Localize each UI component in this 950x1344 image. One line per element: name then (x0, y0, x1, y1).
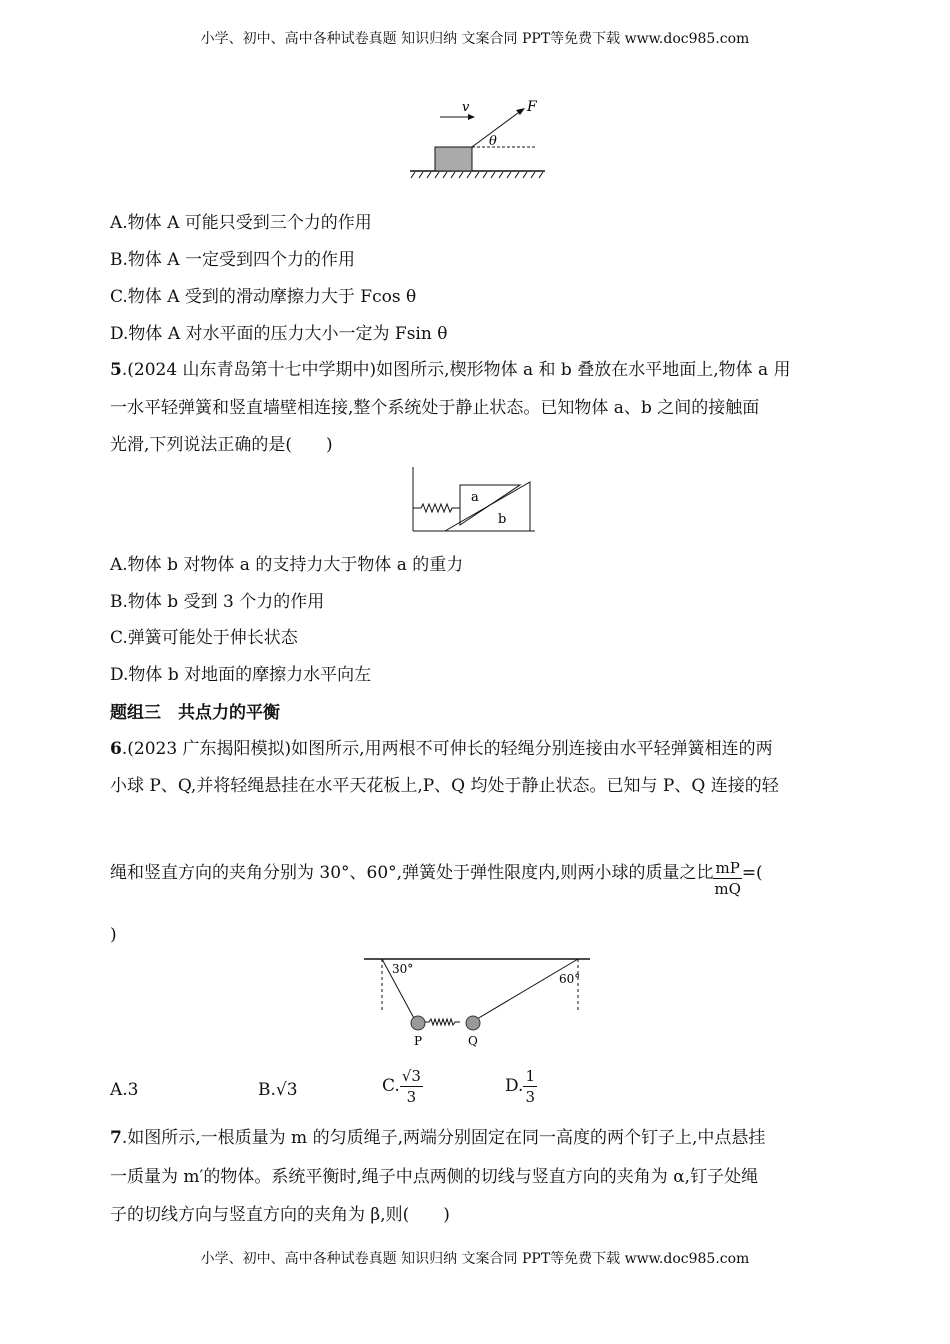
option-c-num: √3 (401, 1067, 421, 1085)
q6-option-c (382, 1066, 423, 1107)
ball-p-label: P (414, 1034, 423, 1048)
q6-number: 6 (110, 739, 122, 759)
section-title: 题组三 共点力的平衡 (110, 703, 280, 723)
q6-text-3: 绳和竖直方向的夹角分别为 30°、60°,弹簧处于弹性限度内,则两小球的质量之比 (110, 863, 714, 883)
q5-line-1 (110, 358, 791, 382)
angle-30-label: 30° (392, 962, 414, 976)
figure-block-force (405, 95, 555, 180)
velocity-label: v (462, 100, 470, 115)
option-d-num: 1 (525, 1067, 535, 1085)
mass-ratio-numerator: mP (715, 859, 740, 877)
q5-line-3: 光滑,下列说法正确的是( ) (110, 435, 333, 455)
mass-ratio-denominator: mQ (714, 880, 741, 898)
q4-option-d: D.物体 A 对水平面的压力大小一定为 Fsin θ (110, 324, 448, 344)
q5-option-a: A.物体 b 对物体 a 的支持力大于物体 a 的重力 (110, 555, 464, 575)
angle-label: θ (489, 134, 497, 149)
q6-option-a: A.3 (110, 1080, 139, 1100)
q4-option-a: A.物体 A 可能只受到三个力的作用 (110, 213, 372, 233)
wedge-b-label: b (498, 512, 507, 527)
angle-60-label: 60° (559, 972, 581, 986)
q4-option-c: C.物体 A 受到的滑动摩擦力大于 Fcos θ (110, 287, 417, 307)
page-footer: 小学、初中、高中各种试卷真题 知识归纳 文案合同 PPT等免费下载 www.doc985.com (200, 1251, 750, 1267)
page-header: 小学、初中、高中各种试卷真题 知识归纳 文案合同 PPT等免费下载 www.doc985.com (200, 31, 750, 47)
q6-line-2: 小球 P、Q,并将轻绳悬挂在水平天花板上,P、Q 均处于静止状态。已知与 P、Q 连接的轻 (110, 776, 779, 796)
q5-option-b: B.物体 b 受到 3 个力的作用 (110, 592, 325, 612)
option-c-den: 3 (406, 1088, 417, 1106)
q7-number: 7 (110, 1128, 122, 1148)
q5-number: 5 (110, 360, 122, 380)
q5-line-2: 一水平轻弹簧和竖直墙壁相连接,整个系统处于静止状态。已知物体 a、b 之间的接触面 (110, 398, 760, 418)
option-d-den: 3 (525, 1088, 535, 1106)
q7-line-1 (110, 1126, 765, 1150)
q6-option-b: B.√3 (258, 1080, 298, 1100)
q4-option-b: B.物体 A 一定受到四个力的作用 (110, 250, 355, 270)
q6-tail: =( (741, 863, 763, 883)
q6-line-1 (110, 737, 773, 761)
figure-wedges (405, 465, 540, 535)
force-label: F (527, 99, 537, 115)
q6-text: .(2023 广东揭阳模拟)如图所示,用两根不可伸长的轻绳分别连接由水平轻弹簧相连的两 (121, 739, 773, 759)
q6-option-d (505, 1066, 537, 1107)
option-d-prefix: D. (505, 1076, 524, 1096)
q7-text: .如图所示,一根质量为 m 的匀质绳子,两端分别固定在同一高度的两个钉子上,中点悬挂 (121, 1128, 766, 1148)
q6-line-3 (110, 848, 763, 899)
q7-line-3: 子的切线方向与竖直方向的夹角为 β,则( ) (110, 1205, 450, 1225)
q7-line-2: 一质量为 m′的物体。系统平衡时,绳子中点两侧的切线与竖直方向的夹角为 α,钉子处绳 (110, 1167, 759, 1187)
wedge-a-label: a (471, 490, 479, 505)
figure-spring-balls (362, 955, 594, 1050)
q5-text: .(2024 山东青岛第十七中学期中)如图所示,楔形物体 a 和 b 叠放在水平地面上,物体 a 用 (121, 360, 791, 380)
q5-option-c: C.弹簧可能处于伸长状态 (110, 628, 298, 648)
q5-option-d: D.物体 b 对地面的摩擦力水平向左 (110, 665, 372, 685)
option-c-prefix: C. (382, 1076, 400, 1096)
ball-q-label: Q (468, 1034, 478, 1048)
q6-close: ) (110, 925, 117, 945)
